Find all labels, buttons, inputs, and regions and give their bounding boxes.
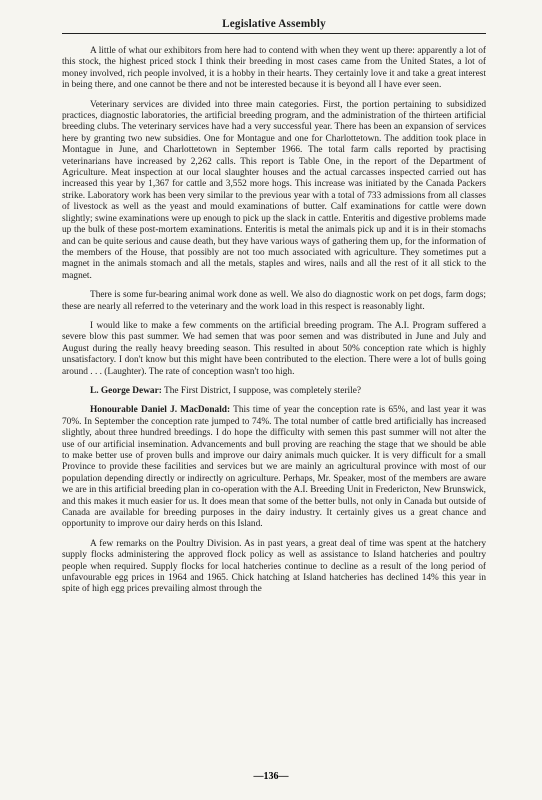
paragraph-poultry-division: A few remarks on the Poultry Division. As in past years, a great deal of time was spent at the hatchery supply flocks administering the approved flock policy as well as assistance to Island hatcheries and poultry people when required. Supply flocks for local hatcheries continue to decline as a result of the long period of unfavourable egg prices in 1964 and 1965. Chick hatching at Island hatcheries has declined 14% this year in spite of high egg prices prevailing almost through the [62,538,486,595]
interjection-speaker: L. George Dewar: [90,385,162,396]
reply-text: This time of year the conception rate is 65%, and last year it was 70%. In September the conception rate jumped to 74%. The total number of cattle bred artificially has increased slightly, about three hundred breedings. I do hope the difficulty with semen this past summer will not alter the use of our artificial insemination. Advancements and bull proving are reaching the stage that we should be able to make better use of proven bulls and improve our dairy animals much quicker. It is very difficult for a small Province to provide these facilities and services but we are mainly an agricultural province with most of our population depending directly or indirectly on agriculture. Perhaps, Mr. Speaker, most of the members are aware we are in this artificial breeding plan in co-operation with the A.I. Breeding Unit in Fredericton, New Brunswick, and this makes it much easier for us. It does mean that some of the better bulls, not only in Canada but outside of Canada are available for breeding purposes in the dairy industry. It certainly gives us a great chance and opportunity to improve our dairy herds on this Island. [62,405,486,530]
paragraph-artificial-breeding: I would like to make a few comments on the artificial breeding program. The A.I. Program suffered a severe blow this past summer. We had semen that was poor semen and was distributed in June and July and August during the really heavy breeding season. This resulted in about 50% conception rate which is highly unsatisfactory. I don't know but this might have been contributed to the election. There were a lot of bulls going around . . . (Laughter). The rate of conception wasn't too high. [62,320,486,377]
page-number: —136— [253,771,289,782]
reply [62,405,486,530]
paragraph-exhibitors: A little of what our exhibitors from here had to contend with when they went up there: apparently a lot of this stock, the highest priced stock I think their breeding in most cases came from the United States, a lot of money involved, rich people involved, it is a hobby in their hearts. They certainly love it and take a great interest in being there, and one cannot be there and not be interested because it is beyond all I have ever seen. [62,46,486,91]
interjection [62,386,486,397]
paragraph-fur-bearing: There is some fur-bearing animal work done as well. We also do diagnostic work on pet dogs, farm dogs; these are nearly all referred to the veterinary and the work load in this respect is reasonably light. [62,290,486,312]
interjection-text: The First District, I suppose, was completely sterile? [164,385,362,396]
reply-speaker: Honourable Daniel J. MacDonald: [90,405,231,416]
document-body [62,46,486,596]
paragraph-veterinary-services: Veterinary services are divided into three main categories. First, the portion pertaining to subsidized practices, diagnostic laboratories, the artificial breeding program, and the administration of the thirteen artificial breeding clubs. The veterinary services have had a very successful year. There has been an expansion of services here by granting two new subsidies. One for Montague and one for Charlottetown. The addition took place in Montague in June, and Charlottetown in September 1966. The total farm calls reported by practising veterinarians have increased by 2,262 calls. This report is Table One, in the report of the Department of Agriculture. Meat inspection at our local slaughter houses and the actual carcasses inspected carried out has increased this year by 1,367 for cattle and 3,552 more hogs. This increase was initiated by the Canada Packers strike. Laboratory work has been very similar to the previous year with a total of 733 admissions from all classes of livestock as well as the yeast and mould examinations of butter. Calf examinations for cattle were down slightly; swine examinations were up enough to pick up the slack in cattle. Enteritis and digestive problems made up the bulk of these post-mortem examinations. Enteritis is metal the animals pick up and it is in their stomachs and can be quite serious and cause death, but they have various ways of gathering them up, for the information of the members of the House, that possibly are not too much associated with agriculture. They sometimes put a magnet in the animals stomach and all the metals, staples and wires, nails and all the rest of it all stick to the magnet. [62,99,487,281]
running-header: Legislative Assembly [62,18,486,34]
